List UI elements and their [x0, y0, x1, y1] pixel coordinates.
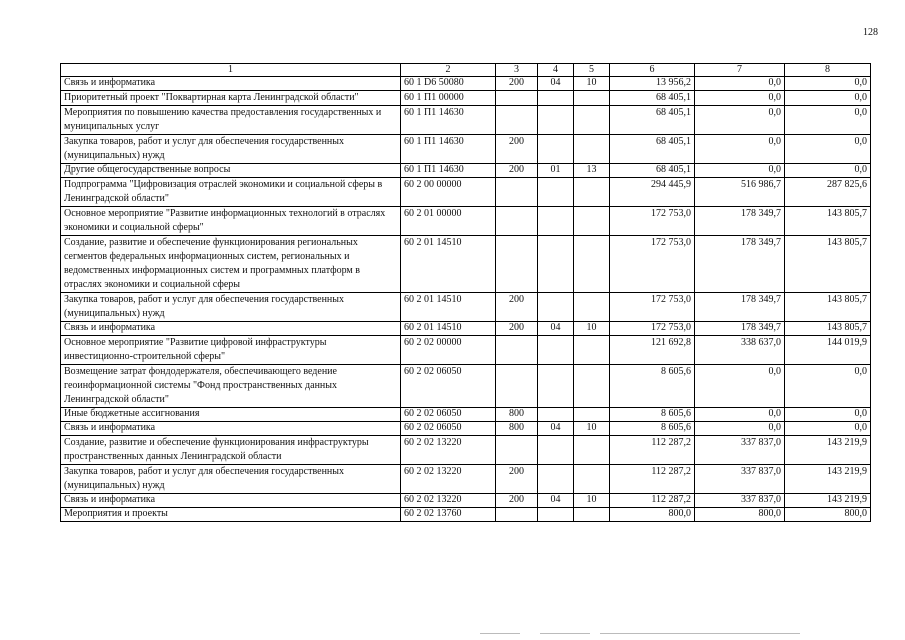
- row-col7-cell: 0,0: [695, 91, 785, 106]
- row-col5-cell: 10: [574, 322, 610, 336]
- row-col6-cell: 112 287,2: [610, 494, 695, 508]
- row-name-cell: Закупка товаров, работ и услуг для обеспечения государственных (муниципальных) нужд: [61, 135, 401, 164]
- header-row: [61, 64, 871, 77]
- row-col7-cell: 337 837,0: [695, 465, 785, 494]
- row-col3-cell: 800: [496, 408, 538, 422]
- row-code-cell: 60 2 02 13220: [401, 436, 496, 465]
- row-col4-cell: [538, 465, 574, 494]
- row-name-cell: Связь и информатика: [61, 322, 401, 336]
- row-col8-cell: 800,0: [785, 508, 871, 522]
- row-col4-cell: 04: [538, 322, 574, 336]
- row-col8-cell: 144 019,9: [785, 336, 871, 365]
- row-code-cell: 60 1 П1 14630: [401, 164, 496, 178]
- table-row: [61, 293, 871, 322]
- row-col6-cell: 800,0: [610, 508, 695, 522]
- row-col4-cell: 04: [538, 494, 574, 508]
- table-row: [61, 164, 871, 178]
- table-row: [61, 436, 871, 465]
- row-code-cell: 60 1 D6 50080: [401, 77, 496, 91]
- row-col3-cell: 200: [496, 465, 538, 494]
- row-col5-cell: 10: [574, 422, 610, 436]
- row-col8-cell: 0,0: [785, 106, 871, 135]
- row-col7-cell: 516 986,7: [695, 178, 785, 207]
- row-col7-cell: 337 837,0: [695, 436, 785, 465]
- row-col5-cell: [574, 336, 610, 365]
- row-col4-cell: [538, 236, 574, 293]
- row-code-cell: 60 2 01 00000: [401, 207, 496, 236]
- row-col4-cell: [538, 293, 574, 322]
- header-cell: 2: [401, 64, 496, 77]
- row-col5-cell: [574, 508, 610, 522]
- row-col5-cell: [574, 365, 610, 408]
- row-col4-cell: [538, 178, 574, 207]
- table-row: [61, 336, 871, 365]
- row-col8-cell: 143 805,7: [785, 236, 871, 293]
- row-name-cell: Приоритетный проект "Поквартирная карта Ленинградской области": [61, 91, 401, 106]
- row-col6-cell: 68 405,1: [610, 135, 695, 164]
- row-col6-cell: 121 692,8: [610, 336, 695, 365]
- row-col5-cell: [574, 293, 610, 322]
- row-col8-cell: 0,0: [785, 77, 871, 91]
- row-col4-cell: 01: [538, 164, 574, 178]
- row-col3-cell: [496, 207, 538, 236]
- row-col4-cell: [538, 135, 574, 164]
- row-col5-cell: [574, 135, 610, 164]
- row-col6-cell: 13 956,2: [610, 77, 695, 91]
- row-name-cell: Мероприятия по повышению качества предоставления государственных и муниципальных услуг: [61, 106, 401, 135]
- row-col5-cell: [574, 91, 610, 106]
- row-col7-cell: 178 349,7: [695, 207, 785, 236]
- row-code-cell: 60 2 02 06050: [401, 422, 496, 436]
- row-col7-cell: 178 349,7: [695, 322, 785, 336]
- row-col7-cell: 0,0: [695, 365, 785, 408]
- row-col4-cell: 04: [538, 422, 574, 436]
- row-col7-cell: 800,0: [695, 508, 785, 522]
- row-code-cell: 60 1 П1 00000: [401, 91, 496, 106]
- row-col5-cell: [574, 207, 610, 236]
- row-col3-cell: [496, 178, 538, 207]
- row-col5-cell: [574, 436, 610, 465]
- row-col5-cell: [574, 465, 610, 494]
- header-cell: 4: [538, 64, 574, 77]
- row-col3-cell: 200: [496, 77, 538, 91]
- header-cell: 7: [695, 64, 785, 77]
- row-name-cell: Иные бюджетные ассигнования: [61, 408, 401, 422]
- row-col6-cell: 8 605,6: [610, 422, 695, 436]
- row-col7-cell: 178 349,7: [695, 293, 785, 322]
- row-col3-cell: 200: [496, 322, 538, 336]
- row-col6-cell: 294 445,9: [610, 178, 695, 207]
- row-name-cell: Подпрограмма "Цифровизация отраслей экономики и социальной сферы в Ленинградской области": [61, 178, 401, 207]
- table-row: [61, 422, 871, 436]
- row-name-cell: Связь и информатика: [61, 494, 401, 508]
- row-col8-cell: 0,0: [785, 408, 871, 422]
- row-col3-cell: 200: [496, 135, 538, 164]
- row-col8-cell: 143 219,9: [785, 494, 871, 508]
- row-code-cell: 60 1 П1 14630: [401, 135, 496, 164]
- row-col7-cell: 0,0: [695, 422, 785, 436]
- row-col4-cell: [538, 106, 574, 135]
- row-name-cell: Закупка товаров, работ и услуг для обеспечения государственных (муниципальных) нужд: [61, 293, 401, 322]
- row-col3-cell: [496, 91, 538, 106]
- page-number: 128: [863, 27, 878, 38]
- row-col7-cell: 0,0: [695, 135, 785, 164]
- table-row: [61, 178, 871, 207]
- row-col3-cell: 800: [496, 422, 538, 436]
- row-col3-cell: [496, 436, 538, 465]
- table-row: [61, 508, 871, 522]
- table-row: [61, 135, 871, 164]
- row-col7-cell: 338 637,0: [695, 336, 785, 365]
- row-col8-cell: 0,0: [785, 422, 871, 436]
- table-row: [61, 207, 871, 236]
- row-code-cell: 60 2 02 13220: [401, 465, 496, 494]
- row-col5-cell: 10: [574, 77, 610, 91]
- row-col5-cell: 10: [574, 494, 610, 508]
- row-col6-cell: 172 753,0: [610, 236, 695, 293]
- header-cell: 3: [496, 64, 538, 77]
- table-row: [61, 465, 871, 494]
- row-col4-cell: [538, 207, 574, 236]
- row-col3-cell: [496, 336, 538, 365]
- row-col3-cell: 200: [496, 293, 538, 322]
- row-col7-cell: 0,0: [695, 408, 785, 422]
- row-col4-cell: [538, 365, 574, 408]
- row-col8-cell: 143 805,7: [785, 293, 871, 322]
- row-col6-cell: 68 405,1: [610, 91, 695, 106]
- row-col5-cell: [574, 408, 610, 422]
- row-code-cell: 60 2 02 06050: [401, 408, 496, 422]
- row-col4-cell: [538, 436, 574, 465]
- row-col7-cell: 0,0: [695, 106, 785, 135]
- row-code-cell: 60 2 02 13760: [401, 508, 496, 522]
- table-row: [61, 322, 871, 336]
- table-row: [61, 236, 871, 293]
- row-name-cell: Создание, развитие и обеспечение функционирования инфраструктуры пространственных данных Ленинградской области: [61, 436, 401, 465]
- row-col5-cell: 13: [574, 164, 610, 178]
- row-col5-cell: [574, 236, 610, 293]
- row-col4-cell: 04: [538, 77, 574, 91]
- row-col6-cell: 172 753,0: [610, 322, 695, 336]
- header-cell: 8: [785, 64, 871, 77]
- header-cell: 5: [574, 64, 610, 77]
- row-name-cell: Возмещение затрат фондодержателя, обеспечивающего ведение геоинформационной системы "Фонд пространственных данных Ленинградской области": [61, 365, 401, 408]
- footer-scan-marks: [480, 633, 830, 635]
- row-code-cell: 60 2 01 14510: [401, 293, 496, 322]
- row-col3-cell: [496, 106, 538, 135]
- row-col6-cell: 172 753,0: [610, 207, 695, 236]
- row-col6-cell: 112 287,2: [610, 465, 695, 494]
- row-name-cell: Другие общегосударственные вопросы: [61, 164, 401, 178]
- row-col6-cell: 172 753,0: [610, 293, 695, 322]
- row-col4-cell: [538, 336, 574, 365]
- table-row: [61, 91, 871, 106]
- row-code-cell: 60 2 01 14510: [401, 236, 496, 293]
- row-col8-cell: 0,0: [785, 91, 871, 106]
- row-col6-cell: 8 605,6: [610, 408, 695, 422]
- row-col8-cell: 143 219,9: [785, 465, 871, 494]
- row-code-cell: 60 1 П1 14630: [401, 106, 496, 135]
- row-code-cell: 60 2 02 06050: [401, 365, 496, 408]
- row-col3-cell: 200: [496, 494, 538, 508]
- row-col6-cell: 68 405,1: [610, 106, 695, 135]
- table-row: [61, 106, 871, 135]
- row-name-cell: Мероприятия и проекты: [61, 508, 401, 522]
- row-col7-cell: 0,0: [695, 164, 785, 178]
- row-col8-cell: 287 825,6: [785, 178, 871, 207]
- row-code-cell: 60 2 02 13220: [401, 494, 496, 508]
- row-col5-cell: [574, 178, 610, 207]
- row-col7-cell: 178 349,7: [695, 236, 785, 293]
- row-name-cell: Связь и информатика: [61, 77, 401, 91]
- row-col7-cell: 0,0: [695, 77, 785, 91]
- row-col8-cell: 0,0: [785, 365, 871, 408]
- row-col4-cell: [538, 408, 574, 422]
- row-col7-cell: 337 837,0: [695, 494, 785, 508]
- row-col4-cell: [538, 91, 574, 106]
- table-row: [61, 365, 871, 408]
- row-col3-cell: 200: [496, 164, 538, 178]
- row-code-cell: 60 2 00 00000: [401, 178, 496, 207]
- row-col3-cell: [496, 236, 538, 293]
- table-row: [61, 494, 871, 508]
- row-name-cell: Создание, развитие и обеспечение функционирования региональных сегментов федеральных информационных систем, региональных и ведомственных информационных систем и программных платформ в отраслях экономики и социальной сферы: [61, 236, 401, 293]
- row-col6-cell: 68 405,1: [610, 164, 695, 178]
- row-col8-cell: 0,0: [785, 164, 871, 178]
- row-name-cell: Основное мероприятие "Развитие информационных технологий в отраслях экономики и социальной сферы": [61, 207, 401, 236]
- row-col4-cell: [538, 508, 574, 522]
- budget-table: [60, 63, 871, 522]
- table-row: [61, 408, 871, 422]
- row-col8-cell: 143 805,7: [785, 322, 871, 336]
- row-name-cell: Закупка товаров, работ и услуг для обеспечения государственных (муниципальных) нужд: [61, 465, 401, 494]
- row-code-cell: 60 2 02 00000: [401, 336, 496, 365]
- row-col8-cell: 143 805,7: [785, 207, 871, 236]
- row-col6-cell: 8 605,6: [610, 365, 695, 408]
- header-cell: 6: [610, 64, 695, 77]
- header-cell: 1: [61, 64, 401, 77]
- row-col5-cell: [574, 106, 610, 135]
- table-row: [61, 77, 871, 91]
- row-col3-cell: [496, 508, 538, 522]
- row-code-cell: 60 2 01 14510: [401, 322, 496, 336]
- row-name-cell: Связь и информатика: [61, 422, 401, 436]
- row-name-cell: Основное мероприятие "Развитие цифровой инфраструктуры инвестиционно-строительной сферы": [61, 336, 401, 365]
- row-col8-cell: 143 219,9: [785, 436, 871, 465]
- row-col3-cell: [496, 365, 538, 408]
- row-col8-cell: 0,0: [785, 135, 871, 164]
- row-col6-cell: 112 287,2: [610, 436, 695, 465]
